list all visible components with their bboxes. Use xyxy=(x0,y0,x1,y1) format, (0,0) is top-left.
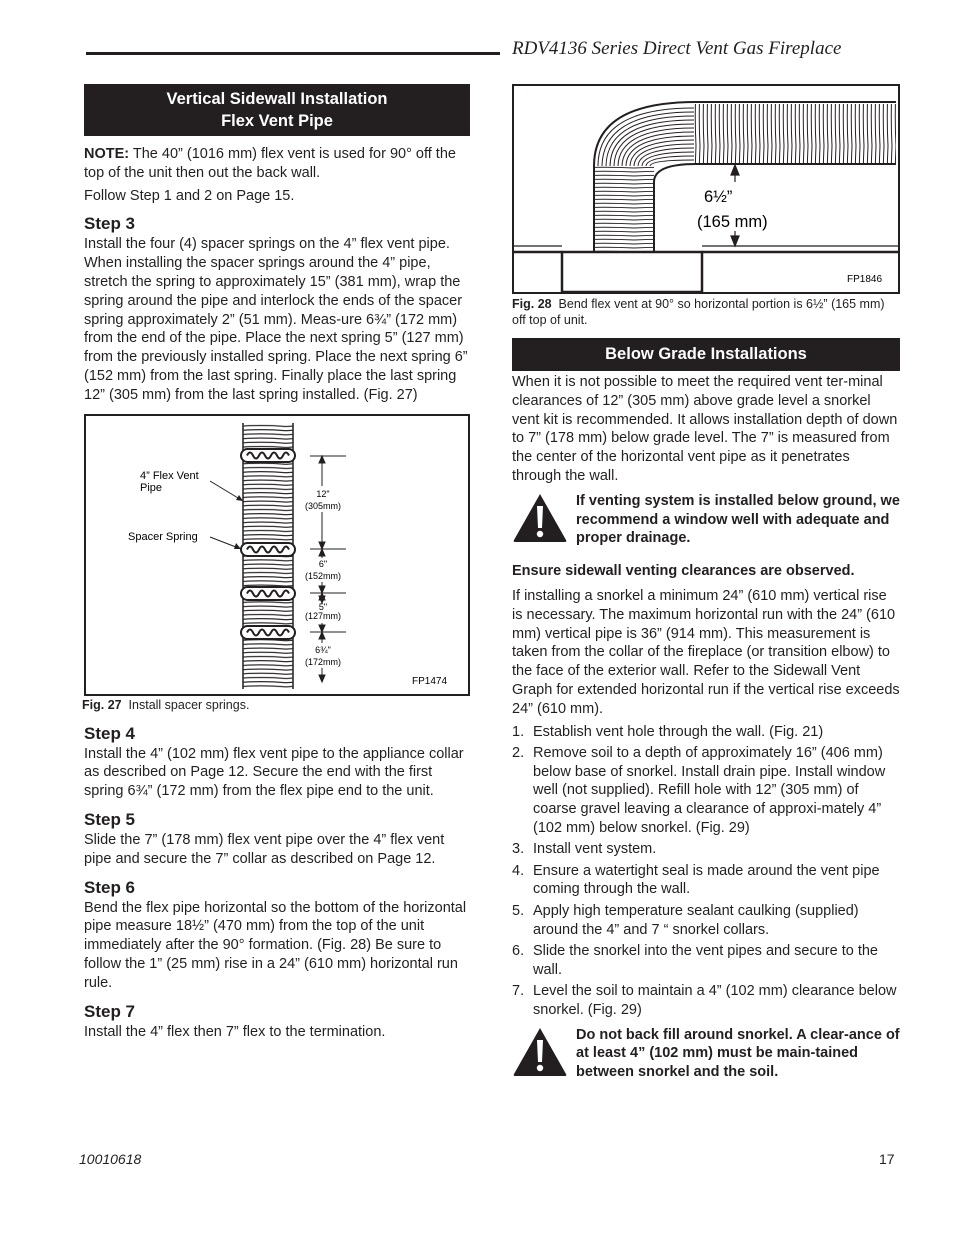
step4-text: Install the 4” (102 mm) flex vent pipe to the appliance collar as described on Page 12. Secure the end with the first spring 6¾” (172 mm) from the flex pipe end to the unit. xyxy=(84,745,464,800)
figure-28-label: Fig. 28 xyxy=(512,297,552,311)
step4-heading: Step 4 xyxy=(84,723,136,743)
fireplace-unit-top xyxy=(514,246,898,292)
dim-5-in: 5" xyxy=(318,601,328,612)
label-spacer-spring: Spacer Spring xyxy=(128,530,198,543)
dim-152-mm: (152mm) xyxy=(304,570,342,581)
step6-text: Bend the flex pipe horizontal so the bottom of the horizontal pipe measure 18½” (470 mm) from the top of the unit immediately after the 90° formation. (Fig. 28) Be sure to follow the 1” (25 mm) rise in a 24” (610 mm) horizontal run rule. xyxy=(84,899,467,991)
warning-triangle-icon xyxy=(512,1026,568,1078)
note-text: The 40” (1016 mm) flex vent is used for 90° off the top of the unit then out the back wall. xyxy=(84,146,456,181)
snorkel-steps-list xyxy=(512,723,900,1020)
list-item: 1. Establish vent hole through the wall. (Fig. 21) xyxy=(512,723,824,740)
step6-heading: Step 6 xyxy=(84,877,136,897)
below-grade-intro: When it is not possible to meet the required vent ter-minal clearances of 12” (305 mm) above grade level a snorkel vent kit is recommended. It allows installation depth of down to 7” (178 mm) below grade level. The 7” is measured from the center of the horizontal vent pipe as it penetrates through the wall. xyxy=(512,374,898,484)
list-item: 5. Apply high temperature sealant caulking (supplied) around the 4” and 7 “ snorkel collars. xyxy=(512,902,859,938)
spacer-spring-1 xyxy=(241,449,295,462)
warning-triangle-icon xyxy=(512,492,568,544)
figure-code-fp1474: FP1474 xyxy=(412,675,448,687)
page-number: 17 xyxy=(879,1151,895,1167)
dim-305-mm: (305mm) xyxy=(304,500,342,511)
list-item: 4. Ensure a watertight seal is made around the vent pipe coming through the wall. xyxy=(512,862,880,898)
figure-27-caption-text: Install spacer springs. xyxy=(128,697,250,712)
label-flex-pipe-line2: Pipe xyxy=(140,481,163,494)
dim-6-in: 6" xyxy=(318,558,328,569)
dim-6-3-4-in: 6¾" xyxy=(315,644,331,655)
warning-window-well-text: If venting system is installed below ground, we recommend a window well with adequate and proper drainage. xyxy=(576,492,900,547)
step3-text: Install the four (4) spacer springs on the 4” flex vent pipe. When installing the spacer springs around the 4” pipe, stretch the spring to approximately 15” (381 mm), wrap the spring around the pipe and interlock the ends of the spacer spring approximately 2” (51 mm). Meas-ure 6¾” (172 mm) from the end of the pipe. Place the next spring 5” (127 mm) from the previously installed spring. Place the next spring 6” (152 mm) from the last spring. Finally place the last spring 12” (305 mm) from the last spring installed. (Fig. 27) xyxy=(84,236,468,403)
step5-heading: Step 5 xyxy=(84,809,136,829)
label-flex-pipe-line1: 4” Flex Vent xyxy=(140,469,199,482)
spacer-spring-3 xyxy=(241,587,295,600)
ensure-clearances-text: Ensure sidewall venting clearances are observed. xyxy=(512,563,855,580)
warning-back-fill xyxy=(512,1026,900,1082)
note-label: NOTE: xyxy=(84,146,130,162)
step5-text: Slide the 7” (178 mm) flex vent pipe over the 4” flex vent pipe and secure the 7” collar as described on Page 12. xyxy=(84,831,445,867)
dim-127-mm: (127mm) xyxy=(304,610,342,621)
figure-28-caption xyxy=(512,296,900,328)
section-heading-below-grade: Below Grade Installations xyxy=(512,338,900,371)
figure-27-caption xyxy=(82,697,470,713)
dim-165-mm: (165 mm) xyxy=(697,213,768,231)
spacer-spring-diagram xyxy=(86,416,468,694)
leader-flex-pipe xyxy=(210,481,243,501)
warning-window-well xyxy=(512,492,900,548)
step3-heading: Step 3 xyxy=(84,214,136,234)
figure-code-fp1846: FP1846 xyxy=(847,274,883,285)
figure-28-caption-text: Bend flex vent at 90° so horizontal portion is 6½” (165 mm) off top of unit. xyxy=(512,297,885,327)
dim-12-in: 12" xyxy=(316,488,330,499)
section-heading-line1: Vertical Sidewall Installation xyxy=(166,90,388,108)
list-item: 7. Level the soil to maintain a 4” (102 mm) clearance below snorkel. (Fig. 29) xyxy=(512,982,897,1018)
section-heading-vertical-sidewall xyxy=(84,84,470,136)
list-item: 3. Install vent system. xyxy=(512,841,657,858)
figure-28 xyxy=(512,84,900,294)
dim-172-mm: (172mm) xyxy=(304,656,342,667)
warning-back-fill-text: Do not back fill around snorkel. A clear-ance of at least 4” (102 mm) must be main-tained between snorkel and the soil. xyxy=(576,1026,900,1081)
figure-27-label: Fig. 27 xyxy=(82,697,122,712)
list-item: 6. Slide the snorkel into the vent pipes and secure to the wall. xyxy=(512,942,878,978)
document-number: 10010618 xyxy=(79,1151,142,1167)
follow-steps-text: Follow Step 1 and 2 on Page 15. xyxy=(84,187,295,204)
spacer-spring-2 xyxy=(241,543,295,556)
list-item: 2. Remove soil to a depth of approximately 16” (406 mm) below base of snorkel. Install drain pipe. Install window well (not supplied). Refill hole with 12” (305 mm) of coarse gravel leaving a clearance of approxi-mately 4” (102 mm) below snorkel. (Fig. 29) xyxy=(512,744,886,837)
snorkel-requirements-text: If installing a snorkel a minimum 24” (610 mm) vertical rise is necessary. The maximum horizontal run with the 24” (610 mm) vertical pipe is 36” (914 mm). This measurement is taken from the collar of the fireplace (or transition elbow) to the face of the exterior wall. Refer to the Sidewall Vent Graph for extended horizontal run if the vertical rise exceeds 24” (610 mm). xyxy=(512,587,900,717)
left-column xyxy=(84,84,470,1041)
section-heading-line2: Flex Vent Pipe xyxy=(221,112,333,130)
leader-spacer-spring xyxy=(210,537,241,549)
page-header-title: RDV4136 Series Direct Vent Gas Fireplace xyxy=(512,38,842,59)
note-paragraph xyxy=(84,145,470,183)
header-rule xyxy=(86,52,500,55)
flex-vent-bend-diagram xyxy=(514,86,898,292)
step7-heading: Step 7 xyxy=(84,1001,136,1021)
dim-6-1-2-in: 6½” xyxy=(704,188,733,206)
spacer-spring-4 xyxy=(241,626,295,639)
step7-text: Install the 4” flex then 7” flex to the termination. xyxy=(84,1023,386,1040)
figure-27 xyxy=(84,414,470,696)
right-column xyxy=(512,84,900,1082)
